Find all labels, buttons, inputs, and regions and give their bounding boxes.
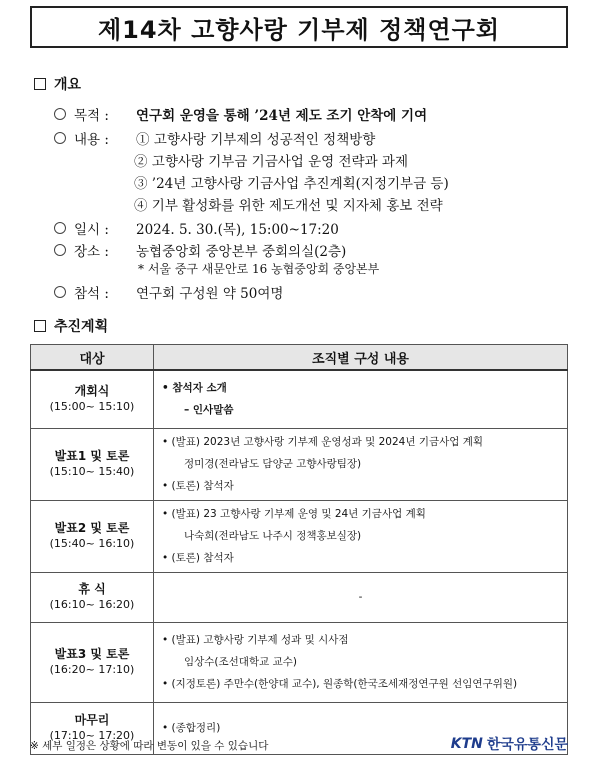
row-name: 마무리 — [74, 713, 110, 727]
content-item-4: ④ 기부 활성화를 위한 제도개선 및 지자체 홍보 전략 — [134, 198, 443, 214]
row-line: • (토론) 참석자 — [162, 552, 234, 564]
row-line: – 인사말씀 — [184, 404, 234, 417]
table-row — [31, 572, 568, 622]
circle-bullet-icon — [54, 222, 66, 234]
row-content — [154, 622, 568, 702]
row-name: 발표3 및 토론 — [54, 647, 130, 661]
row-time: (15:10~ 15:40) — [49, 465, 135, 478]
footnote: ※ 세부 일정은 상황에 따라 변동이 있을 수 있습니다 — [30, 740, 269, 752]
plan-table — [30, 344, 568, 755]
circle-bullet-icon — [54, 108, 66, 120]
square-bullet-icon — [34, 320, 46, 332]
place-line — [54, 240, 346, 260]
newspaper-name: 한국유통신문 — [486, 737, 568, 753]
section-overview-heading — [34, 74, 81, 94]
circle-bullet-icon — [54, 132, 66, 144]
place-text: 농협중앙회 중앙본부 중회의실(2층) — [136, 244, 347, 260]
row-name: 발표1 및 토론 — [54, 449, 130, 463]
row-label — [31, 428, 154, 500]
row-name: 개회식 — [74, 384, 110, 399]
content-item-1: ① 고향사랑 기부제의 성공적인 정책방향 — [136, 132, 376, 148]
row-line: - — [358, 591, 363, 603]
row-line: • 참석자 소개 — [162, 382, 227, 395]
row-line: 임상수(조선대학교 교수) — [184, 656, 297, 668]
row-time: (15:40~ 16:10) — [49, 537, 135, 550]
page-title: 제14차 고향사랑 기부제 정책연구회 — [97, 15, 501, 44]
table-row — [31, 622, 568, 702]
date-line — [54, 218, 339, 238]
content-item-3: ③ ’24년 고향사랑 기금사업 추진계획(지정기부금 등) — [134, 176, 449, 192]
row-label — [31, 500, 154, 572]
purpose-line — [54, 104, 427, 124]
row-line: • (지정토론) 주만수(한양대 교수), 원종학(한국조세재정연구원 선임연구위원) — [162, 678, 518, 690]
content-line — [54, 128, 375, 148]
row-content — [154, 572, 568, 622]
col-header-target: 대상 — [31, 345, 154, 371]
table-header-row — [31, 345, 568, 371]
section-plan-heading — [34, 316, 108, 336]
publisher-logo — [451, 734, 568, 754]
ktn-logo-text: KTN — [450, 736, 483, 752]
attend-text: 연구회 구성원 약 50여명 — [136, 286, 284, 302]
row-name: 휴 식 — [78, 582, 106, 596]
row-name: 발표2 및 토론 — [54, 521, 130, 535]
table-row — [31, 370, 568, 428]
purpose-label: 목적 : — [74, 108, 109, 124]
attend-label: 참석 : — [74, 286, 109, 302]
place-label: 장소 : — [74, 244, 109, 260]
row-line: • (종합정리) — [162, 722, 221, 734]
square-bullet-icon — [34, 78, 46, 90]
row-line: • (발표) 2023년 고향사랑 기부제 운영성과 및 2024년 기금사업 계획 — [162, 436, 484, 448]
row-label — [31, 622, 154, 702]
circle-bullet-icon — [54, 244, 66, 256]
row-line: • (토론) 참석자 — [162, 480, 234, 492]
row-content — [154, 428, 568, 500]
table-row — [31, 500, 568, 572]
purpose-text: 연구회 운영을 통해 ’24년 제도 조기 안착에 기여 — [136, 108, 428, 124]
title-box — [30, 6, 568, 48]
place-sub: * 서울 중구 새문안로 16 농협중앙회 중앙본부 — [138, 262, 380, 276]
content-item-2: ② 고향사랑 기부금 기금사업 운영 전략과 과제 — [134, 154, 408, 170]
col-header-content: 조직별 구성 내용 — [154, 345, 568, 371]
row-line: 나숙희(전라남도 나주시 정책홍보실장) — [184, 530, 362, 542]
row-time: (16:10~ 16:20) — [49, 598, 135, 611]
table-row — [31, 428, 568, 500]
row-time: (16:20~ 17:10) — [49, 663, 135, 676]
overview-heading-text: 개요 — [54, 77, 82, 93]
content-label: 내용 : — [74, 132, 109, 148]
row-label — [31, 572, 154, 622]
date-text: 2024. 5. 30.(목), 15:00~17:20 — [136, 222, 339, 238]
date-label: 일시 : — [74, 222, 109, 238]
row-time: (15:00~ 15:10) — [49, 400, 135, 414]
row-line: 정미경(전라남도 담양군 고향사랑팀장) — [184, 458, 362, 470]
row-time: (17:10~ 17:20) — [49, 729, 135, 742]
attend-line — [54, 282, 283, 302]
row-label — [31, 370, 154, 428]
row-content — [154, 500, 568, 572]
row-line: • (발표) 고향사랑 기부제 성과 및 시사점 — [162, 634, 349, 646]
row-content — [154, 370, 568, 428]
row-line: • (발표) 23 고향사랑 기부제 운영 및 24년 기금사업 계획 — [162, 508, 426, 520]
plan-heading-text: 추진계획 — [54, 319, 109, 335]
circle-bullet-icon — [54, 286, 66, 298]
